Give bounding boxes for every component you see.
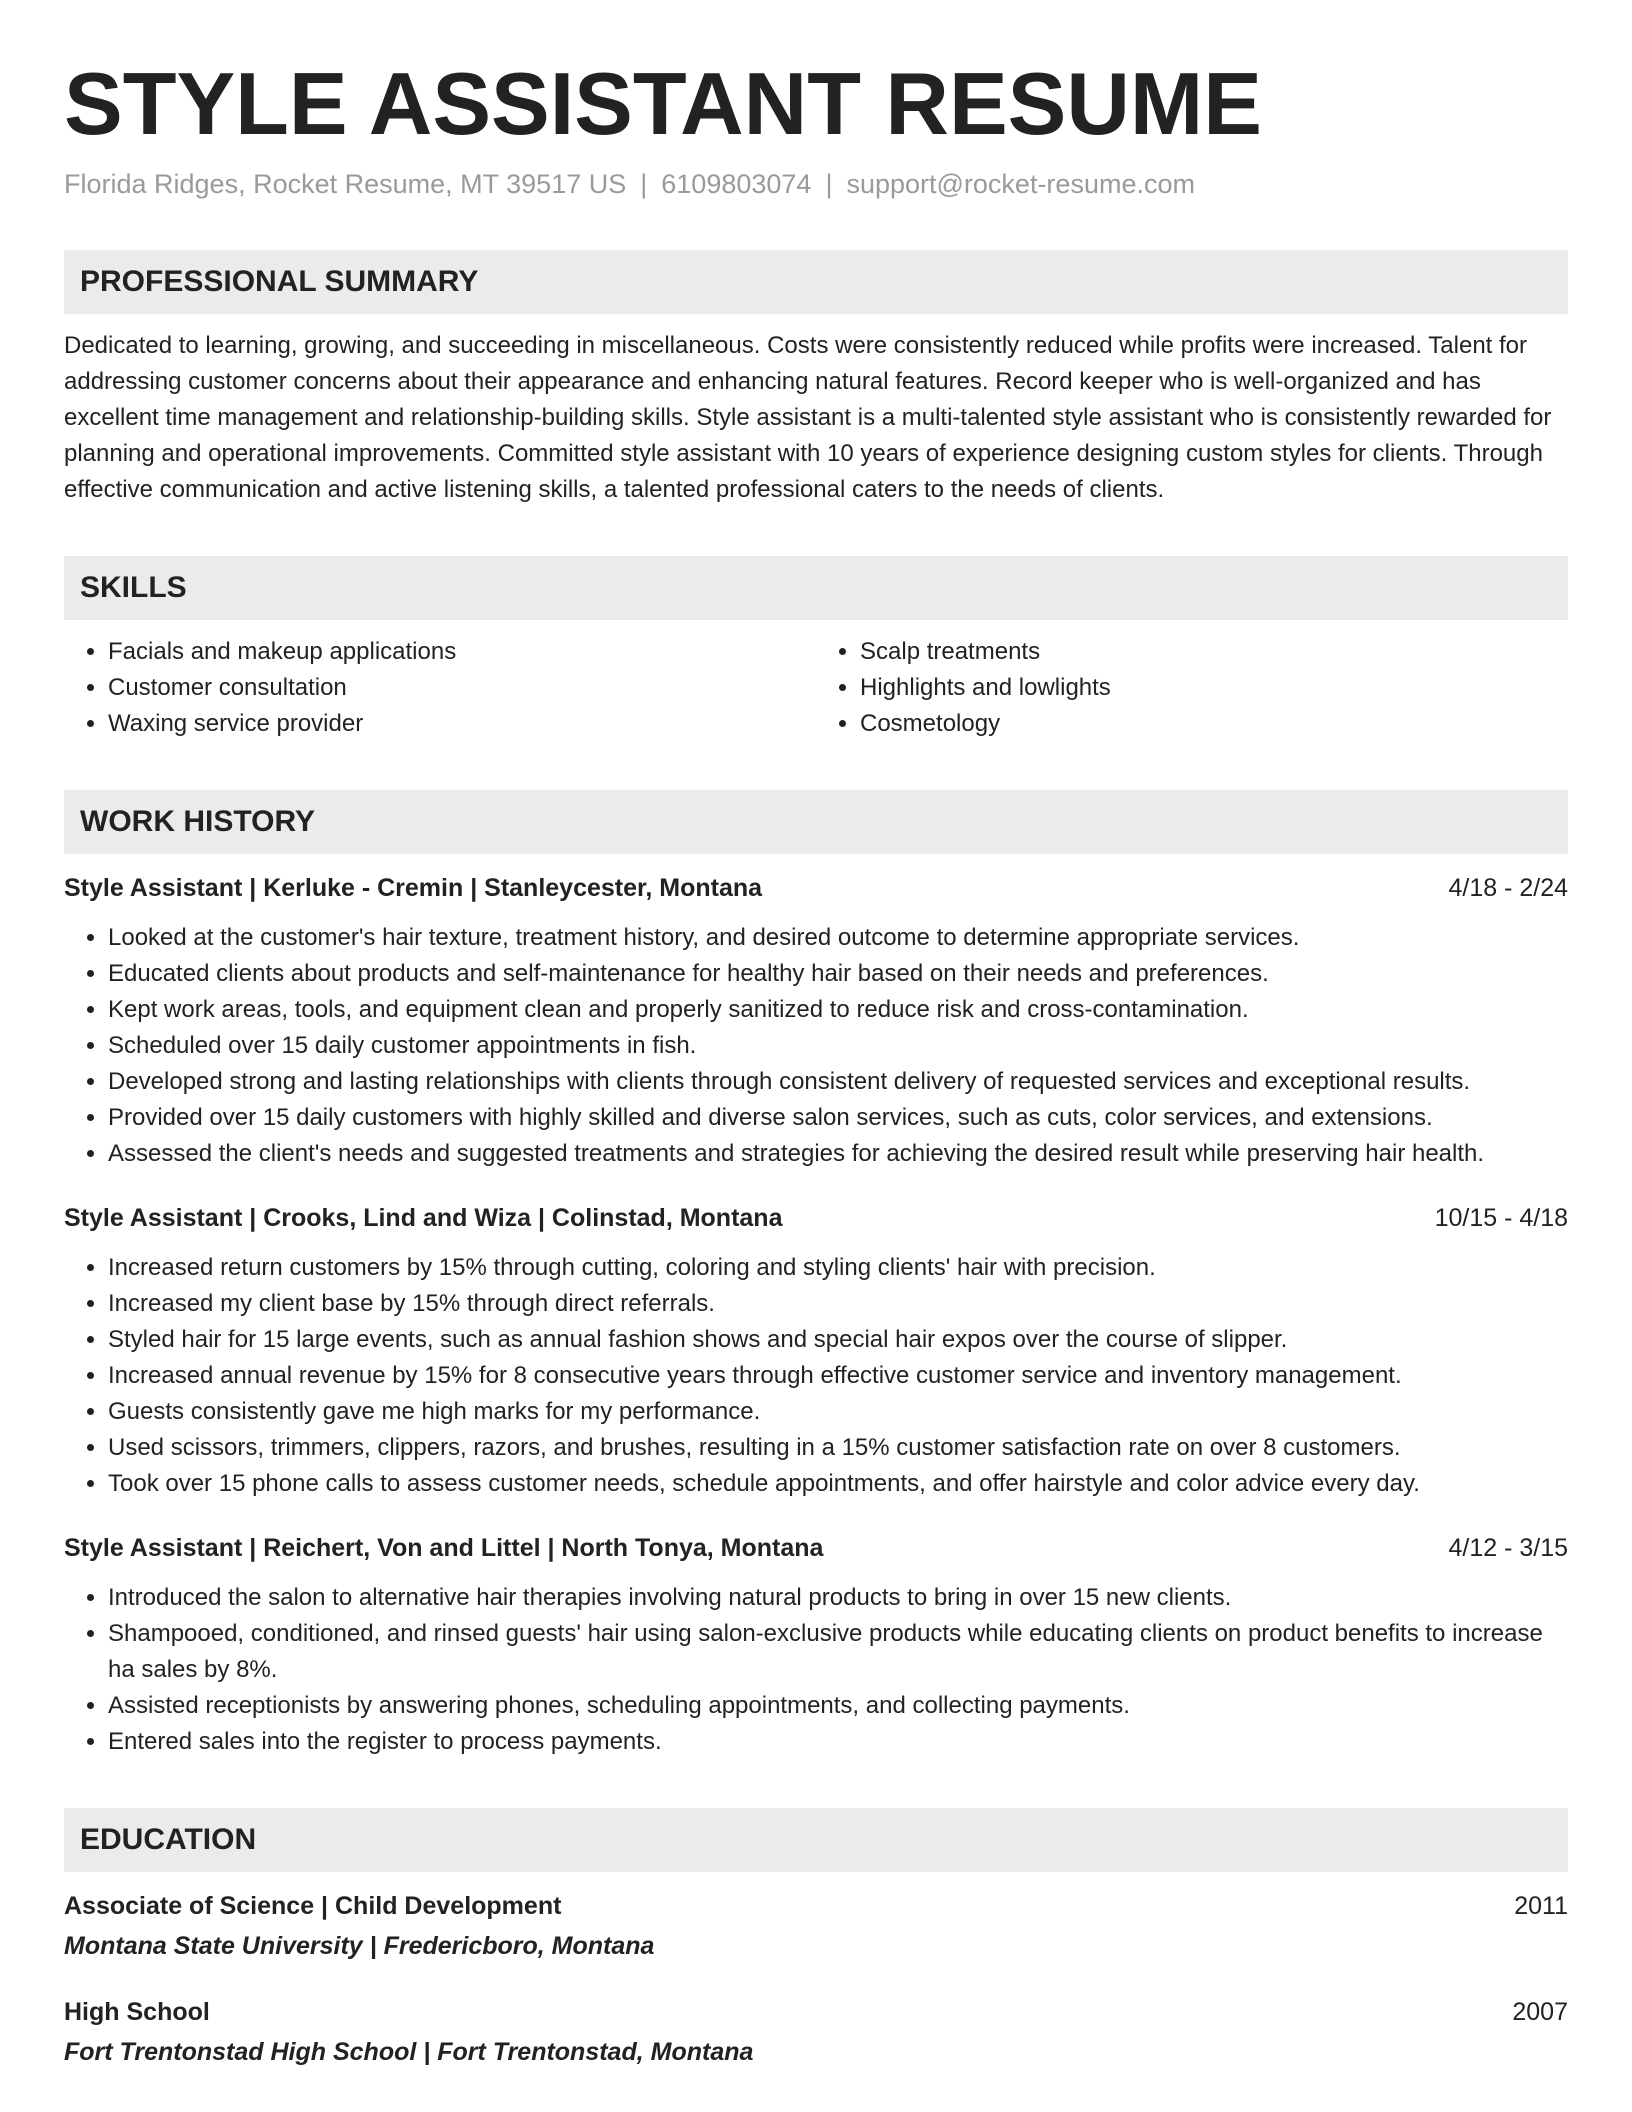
job-bullet: • Increased annual revenue by 15% for 8 consecutive years through effective customer service and inventory management. [108, 1358, 1568, 1394]
job-bullet: • Looked at the customer's hair texture, treatment history, and desired outcome to determine appropriate services. [108, 920, 1568, 956]
job-date: 4/18 - 2/24 [1448, 874, 1568, 902]
job-date: 4/12 - 3/15 [1448, 1534, 1568, 1562]
skill-item: • Scalp treatments [860, 634, 1568, 670]
job-title: Style Assistant | Crooks, Lind and Wiza | Colinstad, Montana [64, 1204, 783, 1232]
job-bullet: • Shampooed, conditioned, and rinsed guests' hair using salon-exclusive products while educating clients on product benefits to increase ha sales by 8%. [108, 1616, 1568, 1688]
education-year: 2007 [1512, 1998, 1568, 2026]
job-title: Style Assistant | Reichert, Von and Littel | North Tonya, Montana [64, 1534, 824, 1562]
job-bullet: • Took over 15 phone calls to assess customer needs, schedule appointments, and offer hairstyle and color advice every day. [108, 1466, 1568, 1502]
contact-address: Florida Ridges, Rocket Resume, MT 39517 US [64, 169, 627, 199]
skill-item: • Waxing service provider [108, 706, 816, 742]
job-header [64, 1200, 1568, 1236]
education-degree: High School [64, 1998, 210, 2026]
education-year: 2011 [1514, 1892, 1568, 1920]
job-bullet: • Scheduled over 15 daily customer appointments in fish. [108, 1028, 1568, 1064]
contact-separator: | [825, 169, 833, 199]
resume-title: STYLE ASSISTANT RESUME [64, 54, 1262, 153]
job-bullet: • Assessed the client's needs and suggested treatments and strategies for achieving the desired result while preserving hair health. [108, 1136, 1568, 1172]
contact-separator: | [640, 169, 648, 199]
skill-item: • Highlights and lowlights [860, 670, 1568, 706]
education-school: Montana State University | Fredericboro, Montana [64, 1932, 655, 1960]
job-entry [64, 1530, 1568, 1760]
education-school: Fort Trentonstad High School | Fort Trentonstad, Montana [64, 2038, 754, 2066]
job-bullet: • Introduced the salon to alternative hair therapies involving natural products to bring in over 15 new clients. [108, 1580, 1568, 1616]
job-bullet: • Developed strong and lasting relationships with clients through consistent delivery of requested services and exceptional results. [108, 1064, 1568, 1100]
job-header [64, 1530, 1568, 1566]
contact-phone: 6109803074 [661, 169, 812, 199]
job-entry [64, 870, 1568, 1172]
job-entry [64, 1200, 1568, 1502]
job-bullet: • Entered sales into the register to process payments. [108, 1724, 1568, 1760]
education-header [64, 1888, 1568, 1924]
job-bullet: • Guests consistently gave me high marks for my performance. [108, 1394, 1568, 1430]
job-bullet: • Increased my client base by 15% through direct referrals. [108, 1286, 1568, 1322]
job-bullet: • Provided over 15 daily customers with highly skilled and diverse salon services, such as cuts, color services, and extensions. [108, 1100, 1568, 1136]
job-header [64, 870, 1568, 906]
section-header-skills: SKILLS [64, 556, 1568, 620]
skill-item: • Customer consultation [108, 670, 816, 706]
job-bullet: • Styled hair for 15 large events, such as annual fashion shows and special hair expos over the course of slipper. [108, 1322, 1568, 1358]
job-date: 10/15 - 4/18 [1434, 1204, 1568, 1232]
education-entry [64, 1888, 1568, 1964]
skills-column-right [816, 634, 1568, 742]
job-title: Style Assistant | Kerluke - Cremin | Stanleycester, Montana [64, 874, 763, 902]
education-header [64, 1994, 1568, 2030]
education-degree: Associate of Science | Child Development [64, 1892, 562, 1920]
section-header-summary: PROFESSIONAL SUMMARY [64, 250, 1568, 314]
section-header-work-history: WORK HISTORY [64, 790, 1568, 854]
job-bullets [64, 1580, 1568, 1760]
contact-email: support@rocket-resume.com [846, 169, 1195, 199]
job-bullet: • Assisted receptionists by answering phones, scheduling appointments, and collecting payments. [108, 1688, 1568, 1724]
skills-column-left [64, 634, 816, 742]
skill-item: • Cosmetology [860, 706, 1568, 742]
job-bullet: • Educated clients about products and self-maintenance for healthy hair based on their needs and preferences. [108, 956, 1568, 992]
skills-list [64, 634, 1568, 742]
job-bullets [64, 920, 1568, 1172]
job-bullets [64, 1250, 1568, 1502]
summary-text: Dedicated to learning, growing, and succeeding in miscellaneous. Costs were consistently reduced while profits were increased. Talent for addressing customer concerns about their appearance and enhancing natural features. Record keeper who is well-organized and has excellent time management and relationship-building skills. Style assistant is a multi-talented style assistant who is consistently rewarded for planning and operational improvements. Committed style assistant with 10 years of experience designing custom styles for clients. Through effective communication and active listening skills, a talented professional caters to the needs of clients. [64, 332, 1552, 503]
job-bullet: • Used scissors, trimmers, clippers, razors, and brushes, resulting in a 15% customer satisfaction rate on over 8 customers. [108, 1430, 1568, 1466]
section-header-education: EDUCATION [64, 1808, 1568, 1872]
job-bullet: • Kept work areas, tools, and equipment clean and properly sanitized to reduce risk and cross-contamination. [108, 992, 1568, 1028]
contact-line [64, 166, 1568, 202]
education-entry [64, 1994, 1568, 2070]
skill-item: • Facials and makeup applications [108, 634, 816, 670]
job-bullet: • Increased return customers by 15% through cutting, coloring and styling clients' hair with precision. [108, 1250, 1568, 1286]
